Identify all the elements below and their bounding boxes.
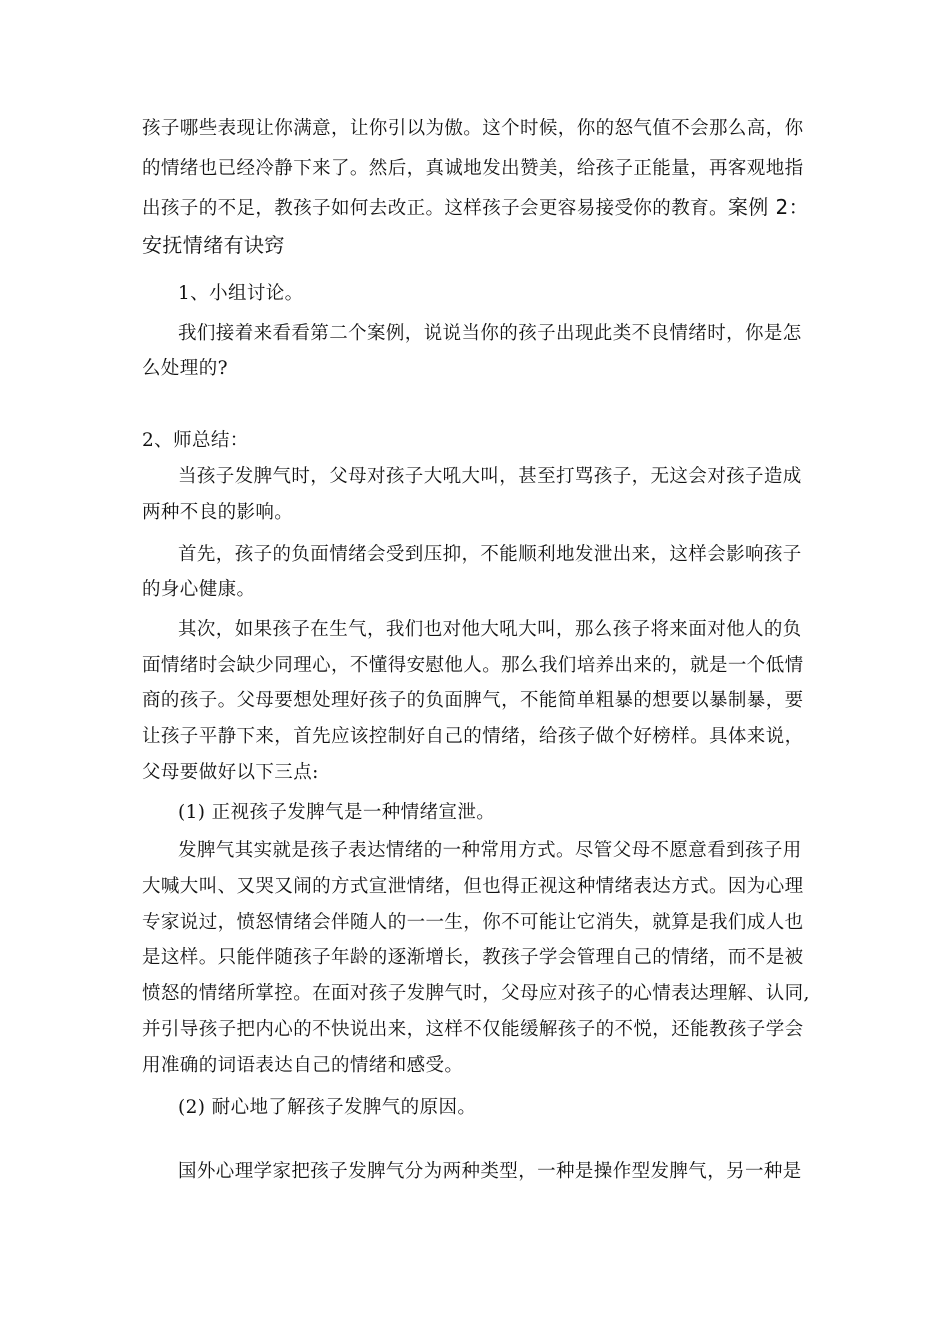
paragraph-line: 其次，如果孩子在生气，我们也对他大吼大叫，那么孩子将来面对他人的负 (178, 619, 802, 640)
paragraph-line: 两种不良的影响。 (142, 502, 294, 523)
paragraph-line: 父母要做好以下三点: (142, 762, 319, 783)
paragraph-line: 的身心健康。 (142, 579, 256, 600)
paragraph-line: 让孩子平静下来，首先应该控制好自己的情绪，给孩子做个好榜样。具体来说， (142, 726, 804, 747)
point-heading: (2) 耐心地了解孩子发脾气的原因。 (178, 1097, 477, 1118)
case-label: 案例 2： (727, 195, 809, 219)
paragraph-line: 发脾气其实就是孩子表达情绪的一种常用方式。尽管父母不愿意看到孩子用 (178, 840, 802, 861)
paragraph-line: 大喊大叫、又哭又闹的方式宣泄情绪，但也得正视这种情绪表达方式。因为心理 (142, 876, 804, 897)
paragraph-line: 并引导孩子把内心的不快说出来，这样不仅能缓解孩子的不悦，还能教孩子学会 (142, 1019, 804, 1040)
item-heading: 1、小组讨论。 (178, 283, 304, 304)
item-heading: 2、师总结： (142, 430, 249, 451)
paragraph-line: 愤怒的情绪所掌控。在面对孩子发脾气时，父母应对孩子的心情表达理解、认同, (142, 983, 810, 1004)
paragraph-line: 当孩子发脾气时，父母对孩子大吼大叫，甚至打骂孩子，无这会对孩子造成 (178, 466, 802, 487)
paragraph-line: 面情绪时会缺少同理心，不懂得安慰他人。那么我们培养出来的，就是一个低情 (142, 655, 804, 676)
paragraph-line: 我们接着来看看第二个案例，说说当你的孩子出现此类不良情绪时，你是怎 (178, 323, 802, 344)
paragraph-text: 出孩子的不足，教孩子如何去改正。这样孩子会更容易接受你的教育。 (142, 198, 728, 219)
section-title: 安抚情绪有诀窍 (142, 233, 285, 257)
paragraph-line: 用准确的词语表达自己的情绪和感受。 (142, 1055, 464, 1076)
paragraph-line: 的情绪也已经冷静下来了。然后，真诚地发出赞美，给孩子正能量，再客观地指 (142, 158, 804, 179)
point-heading: (1) 正视孩子发脾气是一种情绪宣泄。 (178, 802, 496, 823)
paragraph-line: 商的孩子。父母要想处理好孩子的负面脾气，不能简单粗暴的想要以暴制暴，要 (142, 690, 804, 711)
paragraph-line: 首先，孩子的负面情绪会受到压抑，不能顺利地发泄出来，这样会影响孩子 (178, 544, 802, 565)
paragraph-line: 么处理的? (142, 358, 228, 379)
paragraph-line: 国外心理学家把孩子发脾气分为两种类型，一种是操作型发脾气，另一种是 (178, 1161, 802, 1182)
paragraph-line (142, 195, 822, 221)
paragraph-line: 专家说过，愤怒情绪会伴随人的一一生，你不可能让它消失，就算是我们成人也 (142, 912, 804, 933)
paragraph-line: 是这样。只能伴随孩子年龄的逐渐增长，教孩子学会管理自己的情绪，而不是被 (142, 947, 804, 968)
paragraph-line: 孩子哪些表现让你满意，让你引以为傲。这个时候，你的怒气值不会那么高，你 (142, 118, 804, 139)
